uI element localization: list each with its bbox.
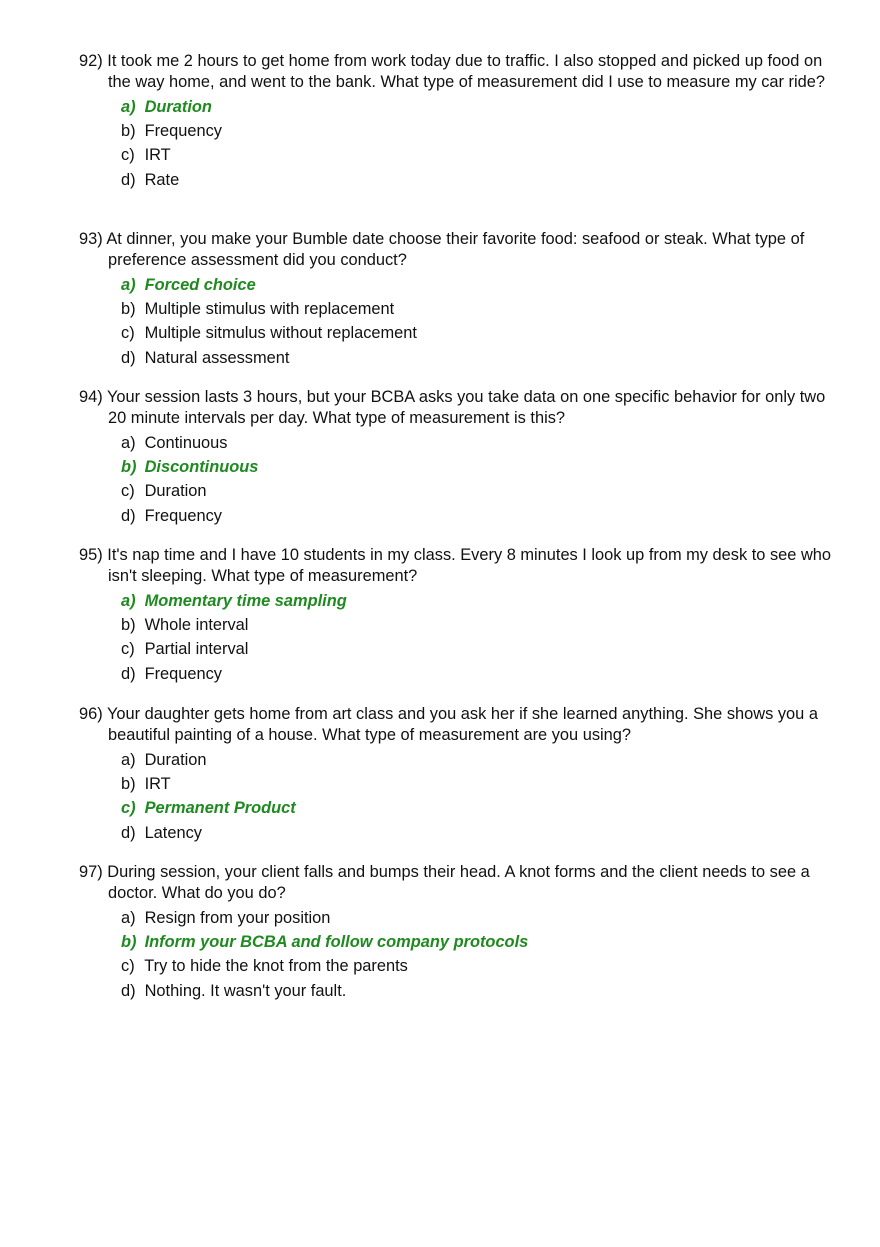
option-text: Permanent Product (144, 799, 296, 818)
question-94 (79, 387, 839, 528)
answer-options (79, 273, 839, 370)
question-prompt: It took me 2 hours to get home from work today due to traffic. I also stopped and picked up food on the way home, and went to the bank. What type of measurement did I use to measure my car ride? (107, 52, 826, 91)
correct-answer-option (121, 589, 839, 613)
option-letter: c) (121, 640, 135, 659)
option-letter: d) (121, 506, 136, 525)
question-95 (79, 545, 839, 686)
option-letter: b) (121, 616, 136, 635)
answer-option (121, 613, 839, 637)
answer-option (121, 321, 839, 345)
option-text: Resign from your position (144, 909, 331, 927)
question-text (79, 51, 839, 92)
question-92 (79, 51, 839, 192)
answer-options (79, 748, 839, 845)
answer-options (79, 906, 839, 1003)
option-letter: d) (121, 981, 136, 1000)
option-letter: b) (121, 775, 136, 794)
option-text: IRT (144, 146, 171, 165)
answer-option (121, 479, 839, 503)
answer-option (121, 748, 839, 772)
option-text: Duration (144, 751, 207, 769)
option-text: Momentary time sampling (144, 592, 347, 610)
question-text (79, 545, 839, 586)
correct-answer-option (121, 455, 839, 479)
option-text: Partial interval (144, 640, 249, 659)
option-text: Natural assessment (144, 348, 290, 367)
question-number: 95) (79, 546, 103, 564)
answer-option (121, 168, 839, 192)
option-text: Multiple sitmulus without replacement (144, 324, 417, 343)
option-text: Latency (144, 823, 202, 842)
question-number: 97) (79, 863, 103, 881)
option-text: Duration (144, 482, 207, 501)
option-letter: d) (121, 170, 136, 189)
question-text (79, 387, 839, 428)
option-text: Whole interval (144, 616, 249, 635)
option-text: Duration (144, 98, 212, 116)
correct-answer-option (121, 95, 839, 119)
option-text: Multiple stimulus with replacement (144, 300, 395, 319)
option-letter: b) (121, 300, 136, 319)
option-text: Inform your BCBA and follow company protocols (144, 933, 529, 952)
answer-option (121, 979, 839, 1003)
option-letter: d) (121, 823, 136, 842)
question-prompt: It's nap time and I have 10 students in my class. Every 8 minutes I look up from my desk to see who isn't sleeping. What type of measurement? (107, 546, 832, 585)
answer-option (121, 821, 839, 845)
option-letter: c) (121, 799, 136, 818)
question-93 (79, 229, 839, 370)
question-prompt: During session, your client falls and bumps their head. A knot forms and the client needs to see a doctor. What do you do? (107, 863, 810, 902)
option-letter: a) (121, 751, 136, 769)
question-text (79, 229, 839, 270)
answer-option (121, 297, 839, 321)
question-97 (79, 862, 839, 1003)
answer-options (79, 589, 839, 686)
option-letter: d) (121, 348, 136, 367)
answer-option (121, 504, 839, 528)
question-text (79, 862, 839, 903)
answer-option (121, 954, 839, 978)
option-text: Frequency (144, 664, 223, 683)
question-prompt: Your session lasts 3 hours, but your BCBA asks you take data on one specific behavior for only two 20 minute intervals per day. What type of measurement is this? (106, 388, 826, 427)
option-letter: a) (121, 276, 136, 294)
option-letter: b) (121, 933, 137, 952)
answer-options (79, 95, 839, 192)
option-letter: c) (121, 482, 135, 501)
option-letter: a) (121, 592, 136, 610)
answer-option (121, 637, 839, 661)
question-prompt: Your daughter gets home from art class and you ask her if she learned anything. She shows you a beautiful painting of a house. What type of measurement are you using? (106, 705, 818, 744)
option-text: Continuous (144, 434, 228, 452)
option-letter: a) (121, 909, 136, 927)
option-letter: c) (121, 957, 135, 976)
question-number: 96) (79, 705, 103, 723)
option-text: Frequency (144, 506, 223, 525)
option-text: Forced choice (144, 276, 256, 294)
question-number: 94) (79, 388, 103, 406)
answer-option (121, 772, 839, 796)
option-letter: b) (121, 458, 137, 477)
option-letter: b) (121, 122, 136, 141)
option-text: Frequency (144, 122, 223, 141)
option-text: Try to hide the knot from the parents (144, 957, 408, 976)
option-letter: c) (121, 146, 135, 165)
option-letter: d) (121, 664, 136, 683)
answer-option (121, 431, 839, 455)
correct-answer-option (121, 930, 839, 954)
answer-option (121, 119, 839, 143)
answer-option (121, 143, 839, 167)
option-text: Rate (144, 170, 180, 189)
answer-option (121, 346, 839, 370)
option-text: Nothing. It wasn't your fault. (144, 981, 347, 1000)
answer-option (121, 662, 839, 686)
question-number: 92) (79, 52, 103, 70)
option-text: Discontinuous (144, 458, 259, 477)
option-letter: c) (121, 324, 135, 343)
option-letter: a) (121, 98, 136, 116)
answer-option (121, 906, 839, 930)
answer-options (79, 431, 839, 528)
option-letter: a) (121, 434, 136, 452)
option-text: IRT (144, 775, 171, 794)
question-prompt: At dinner, you make your Bumble date choose their favorite food: seafood or steak. What type of preference assessment did you conduct? (106, 230, 805, 269)
question-96 (79, 704, 839, 845)
question-number: 93) (79, 230, 103, 248)
correct-answer-option (121, 796, 839, 820)
correct-answer-option (121, 273, 839, 297)
question-text (79, 704, 839, 745)
